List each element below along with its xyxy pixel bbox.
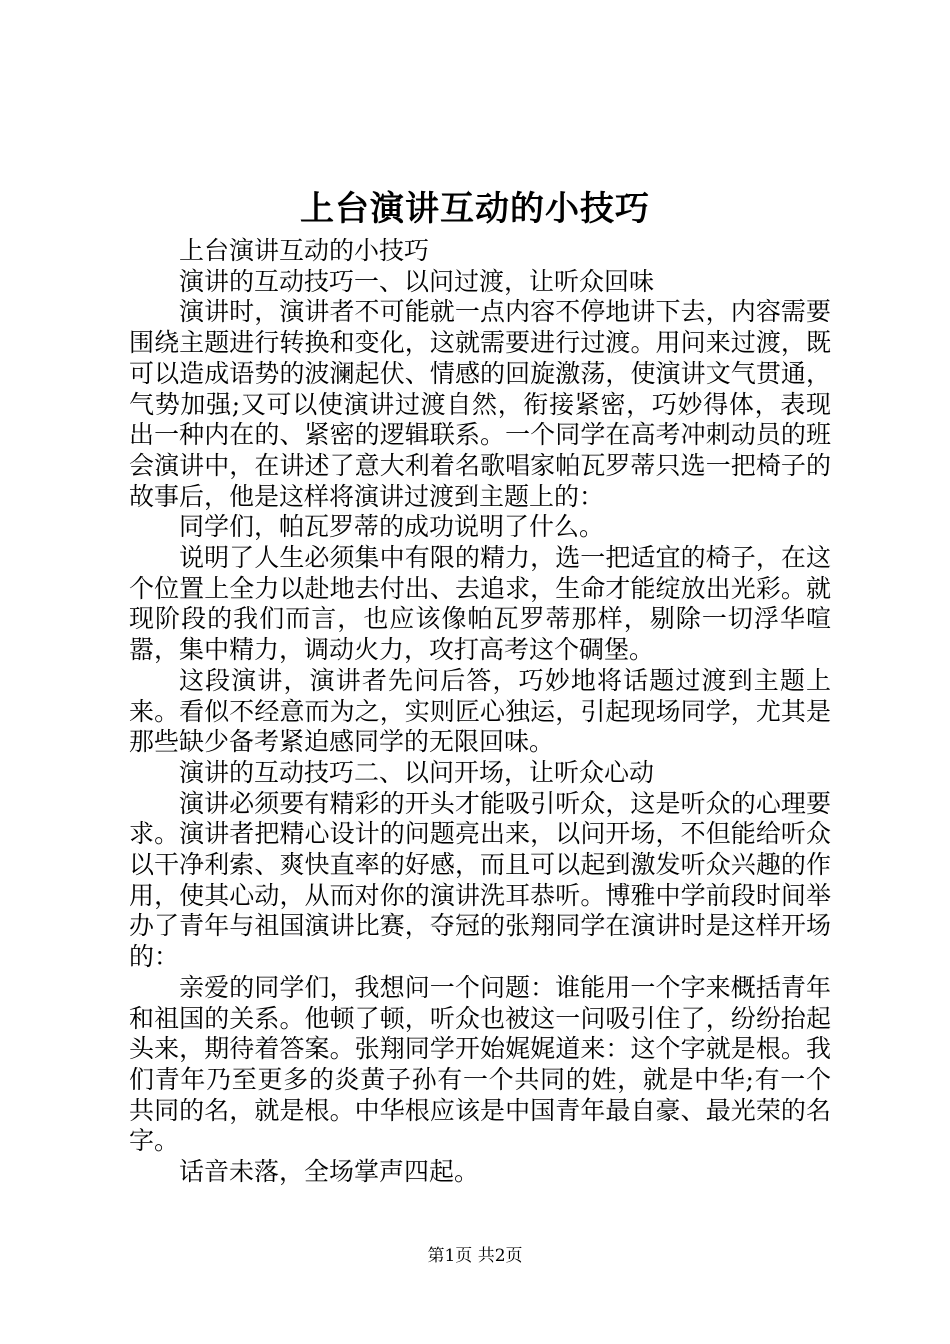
document-title: 上台演讲互动的小技巧 [300, 189, 650, 229]
paragraph-heading-tip-2: 演讲的互动技巧二、以问开场，让听众心动 [179, 757, 655, 787]
paragraph-subtitle: 上台演讲互动的小技巧 [179, 236, 430, 265]
paragraph: 同学们，帕瓦罗蒂的成功说明了什么。 [179, 512, 605, 542]
paragraph: 演讲必须要有精彩的开头才能吸引听众，这是听众的心理要求。演讲者把精心设计的问题亮出来，以问开场，不但能给听众以干净利索、爽快直率的好感，而且可以起到激发听众兴趣的作用，使其心动，从而对你的演讲洗耳恭听。博雅中学前段时间举办了青年与祖国演讲比赛，夺冠的张翔同学在演讲时是这样开场的： [129, 788, 831, 972]
paragraph: 亲爱的同学们，我想问一个问题：谁能用一个字来概括青年和祖国的关系。他顿了顿，听众也被这一问吸引住了，纷纷抬起头来，期待着答案。张翔同学开始娓娓道来：这个字就是根。我们青年乃至更多的炎黄子孙有一个共同的姓，就是中华;有一个共同的名，就是根。中华根应该是中国青年最自豪、最光荣的名字。 [129, 972, 831, 1156]
document-body [129, 236, 831, 1188]
paragraph: 演讲时，演讲者不可能就一点内容不停地讲下去，内容需要围绕主题进行转换和变化，这就需要进行过渡。用问来过渡，既可以造成语势的波澜起伏、情感的回旋激荡，使演讲文气贯通，气势加强;又可以使演讲过渡自然，衔接紧密，巧妙得体，表现出一种内在的、紧密的逻辑联系。一个同学在高考冲刺动员的班会演讲中，在讲述了意大利着名歌唱家帕瓦罗蒂只选一把椅子的故事后，他是这样将演讲过渡到主题上的： [129, 297, 831, 511]
paragraph: 说明了人生必须集中有限的精力，选一把适宜的椅子，在这个位置上全力以赴地去付出、去追求，生命才能绽放出光彩。就现阶段的我们而言，也应该像帕瓦罗蒂那样，剔除一切浮华喧嚣，集中精力，调动火力，攻打高考这个碉堡。 [129, 543, 831, 665]
paragraph: 这段演讲，演讲者先问后答，巧妙地将话题过渡到主题上来。看似不经意而为之，实则匠心独运，引起现场同学，尤其是那些缺少备考紧迫感同学的无限回味。 [129, 665, 831, 757]
paragraph: 话音未落，全场掌声四起。 [179, 1157, 480, 1187]
paragraph-heading-tip-1: 演讲的互动技巧一、以问过渡，让听众回味 [179, 266, 655, 296]
page-footer: 第1页 共2页 [427, 1246, 523, 1266]
